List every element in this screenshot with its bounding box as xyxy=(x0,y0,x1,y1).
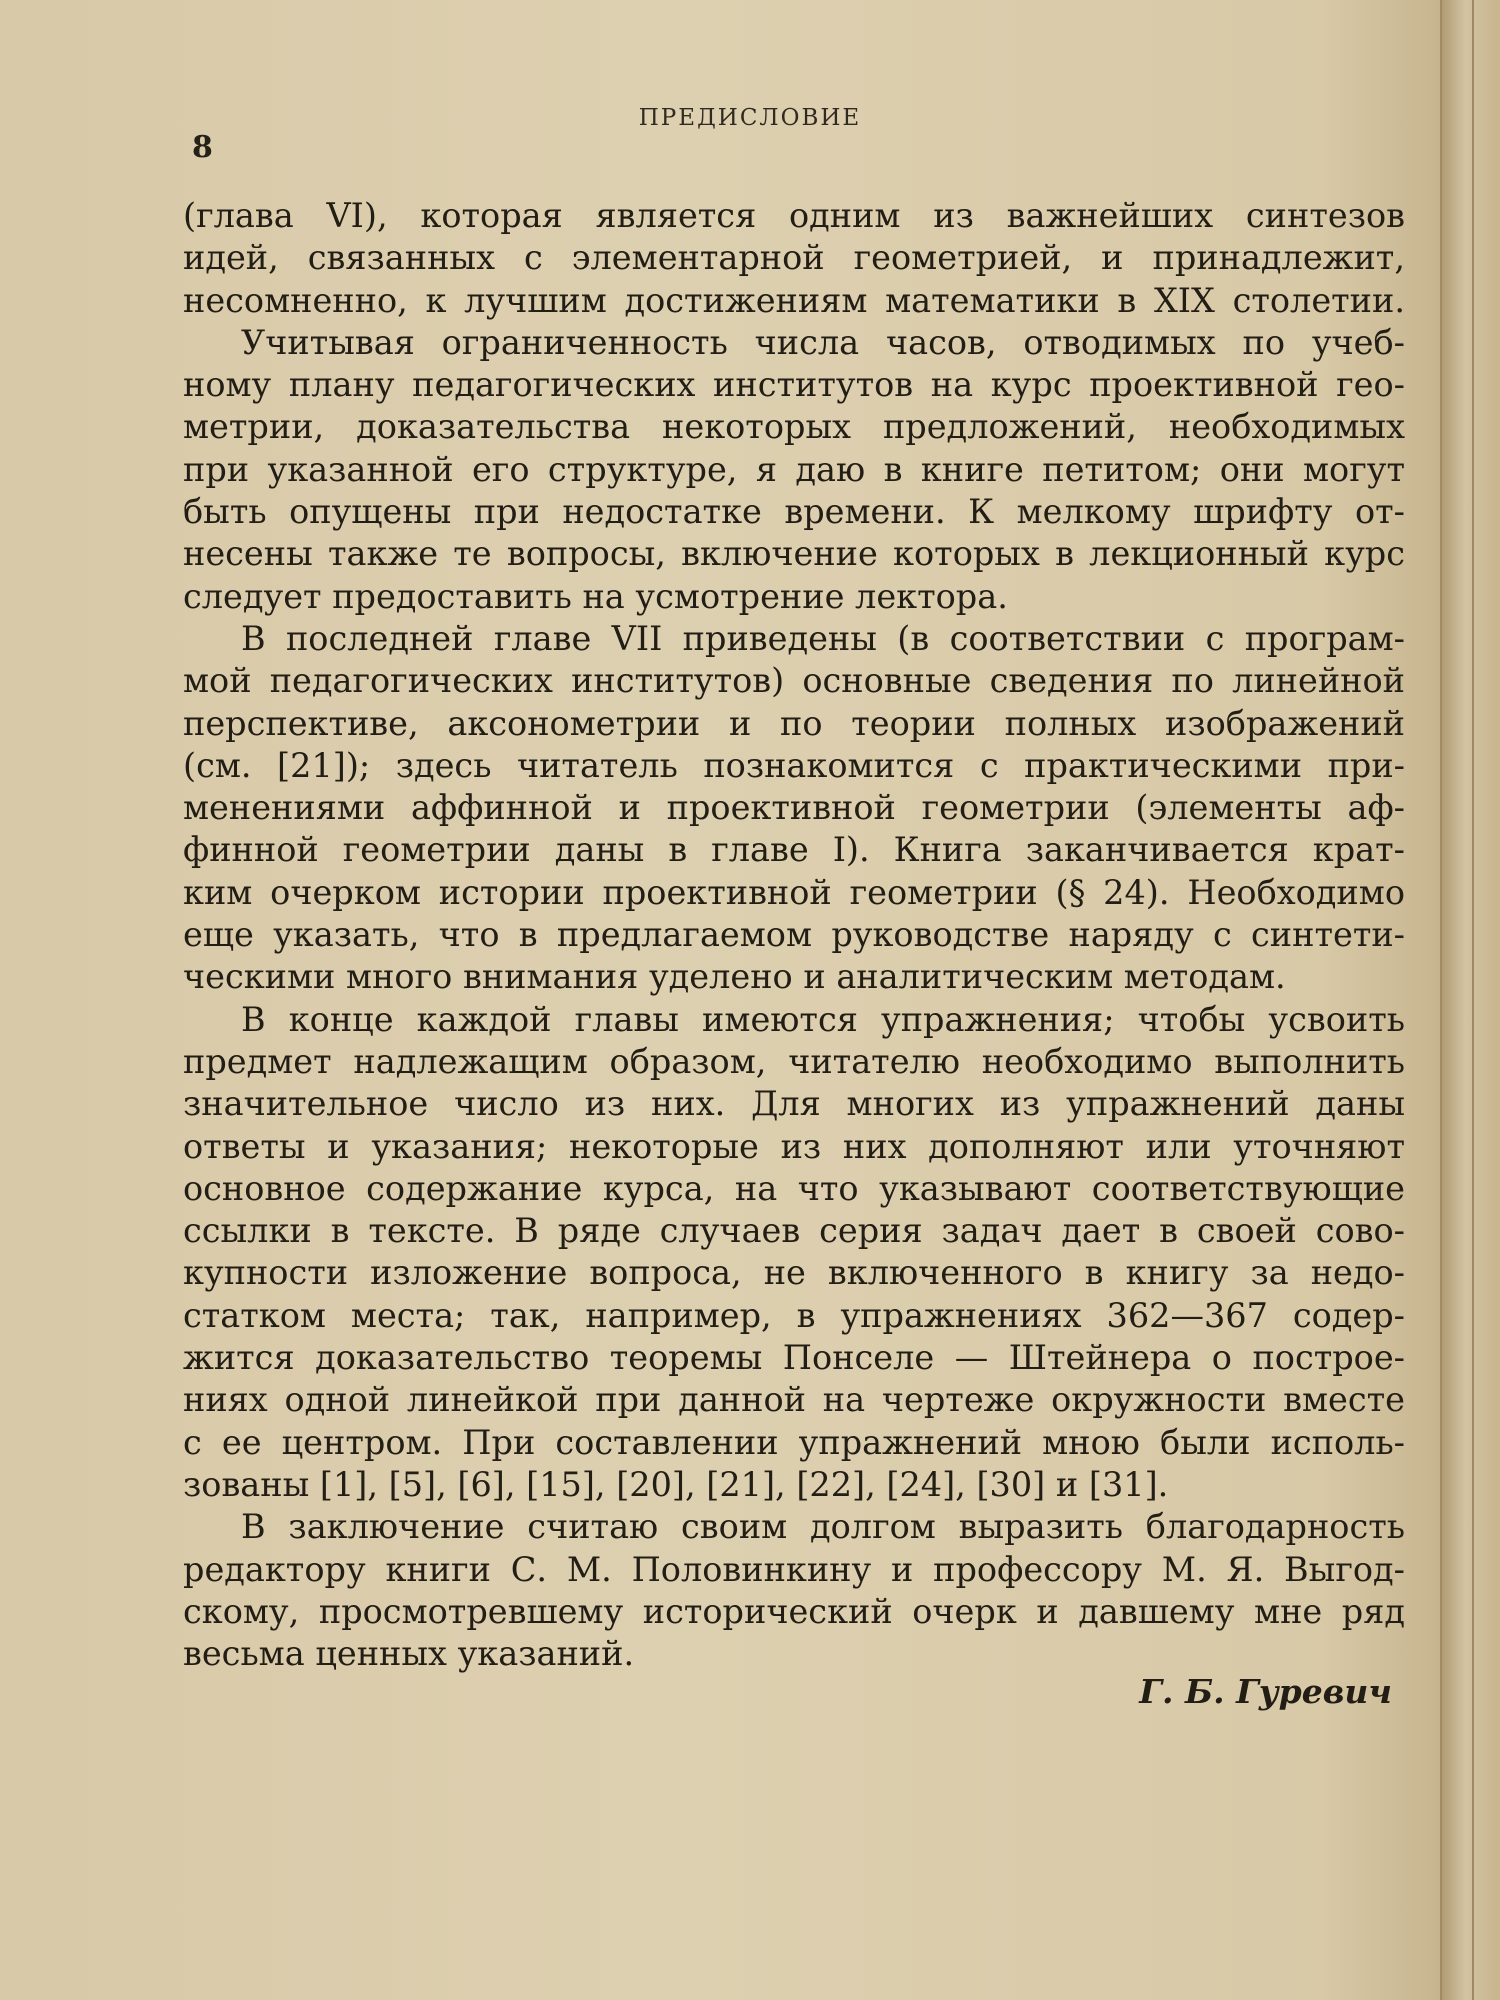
text-line: (см. [21]); здесь читатель познакомится с практическими при- xyxy=(183,745,1405,785)
text-line: редактору книги С. М. Половинкину и профессору М. Я. Выгод- xyxy=(183,1549,1405,1589)
page-number: 8 xyxy=(192,130,213,165)
paragraph-start-line: Учитывая ограниченность числа часов, отводимых по учеб- xyxy=(241,322,1405,362)
text-line: несены также те вопросы, включение которых в лекционный курс xyxy=(183,534,1405,574)
book-spine-edge xyxy=(1440,0,1500,2000)
text-line: мой педагогических институтов) основные сведения по линейной xyxy=(183,661,1405,701)
text-line: с ее центром. При составлении упражнений мною были исполь- xyxy=(183,1422,1405,1462)
text-line: купности изложение вопроса, не включенного в книгу за недо- xyxy=(183,1253,1405,1293)
paragraph-end-line: зованы [1], [5], [6], [15], [20], [21], [22], [24], [30] и [31]. xyxy=(183,1464,1169,1504)
text-line: жится доказательство теоремы Понселе — Штейнера о построе- xyxy=(183,1338,1405,1378)
paragraph-end-line: ческими много внимания уделено и аналитическим методам. xyxy=(183,957,1286,997)
paragraph-end-line: весьма ценных указаний. xyxy=(183,1634,635,1674)
text-line: ниях одной линейкой при данной на чертеже окружности вместе xyxy=(183,1380,1405,1420)
running-title: ПРЕДИСЛОВИЕ xyxy=(638,105,862,131)
paragraph-start-line: В заключение считаю своим долгом выразить благодарность xyxy=(241,1507,1405,1547)
body-text xyxy=(183,195,1405,1675)
text-line: еще указать, что в предлагаемом руководстве наряду с синтети- xyxy=(183,915,1405,955)
text-line: ответы и указания; некоторые из них дополняют или уточняют xyxy=(183,1126,1405,1166)
text-line: значительное число из них. Для многих из упражнений даны xyxy=(183,1084,1405,1124)
page-edge-line xyxy=(1472,0,1474,2000)
text-line: скому, просмотревшему исторический очерк и давшему мне ряд xyxy=(183,1591,1405,1631)
text-line: ким очерком истории проективной геометрии (§ 24). Необходимо xyxy=(183,872,1405,912)
text-line: финной геометрии даны в главе I). Книга заканчивается крат- xyxy=(183,830,1405,870)
text-line: при указанной его структуре, я даю в книге петитом; они могут xyxy=(183,449,1405,489)
text-line: метрии, доказательства некоторых предложений, необходимых xyxy=(183,407,1405,447)
text-line: перспективе, аксонометрии и по теории полных изображений xyxy=(183,703,1405,743)
author-signature: Г. Б. Гуревич xyxy=(1139,1672,1392,1711)
text-line: идей, связанных с элементарной геометрией, и принадлежит, xyxy=(183,238,1405,278)
text-line: несомненно, к лучшим достижениям математики в XIX столетии. xyxy=(183,280,1405,320)
text-line: основное содержание курса, на что указывают соответствующие xyxy=(183,1168,1405,1208)
text-line: ссылки в тексте. В ряде случаев серия задач дает в своей сово- xyxy=(183,1211,1405,1251)
text-line: ному плану педагогических институтов на курс проективной гео- xyxy=(183,365,1405,405)
text-line: статком места; так, например, в упражнениях 362—367 содер- xyxy=(183,1295,1405,1335)
text-line: быть опущены при недостатке времени. К мелкому шрифту от- xyxy=(183,492,1405,532)
text-line: (глава VI), которая является одним из важнейших синтезов xyxy=(183,196,1405,235)
text-line: предмет надлежащим образом, читателю необходимо выполнить xyxy=(183,1041,1405,1081)
paragraph-end-line: следует предоставить на усмотрение лектора. xyxy=(183,576,1008,616)
paragraph-start-line: В конце каждой главы имеются упражнения; чтобы усвоить xyxy=(241,999,1405,1039)
text-line: менениями аффинной и проективной геометрии (элементы аф- xyxy=(183,788,1405,828)
paragraph-start-line: В последней главе VII приведены (в соответствии с програм- xyxy=(241,618,1405,658)
